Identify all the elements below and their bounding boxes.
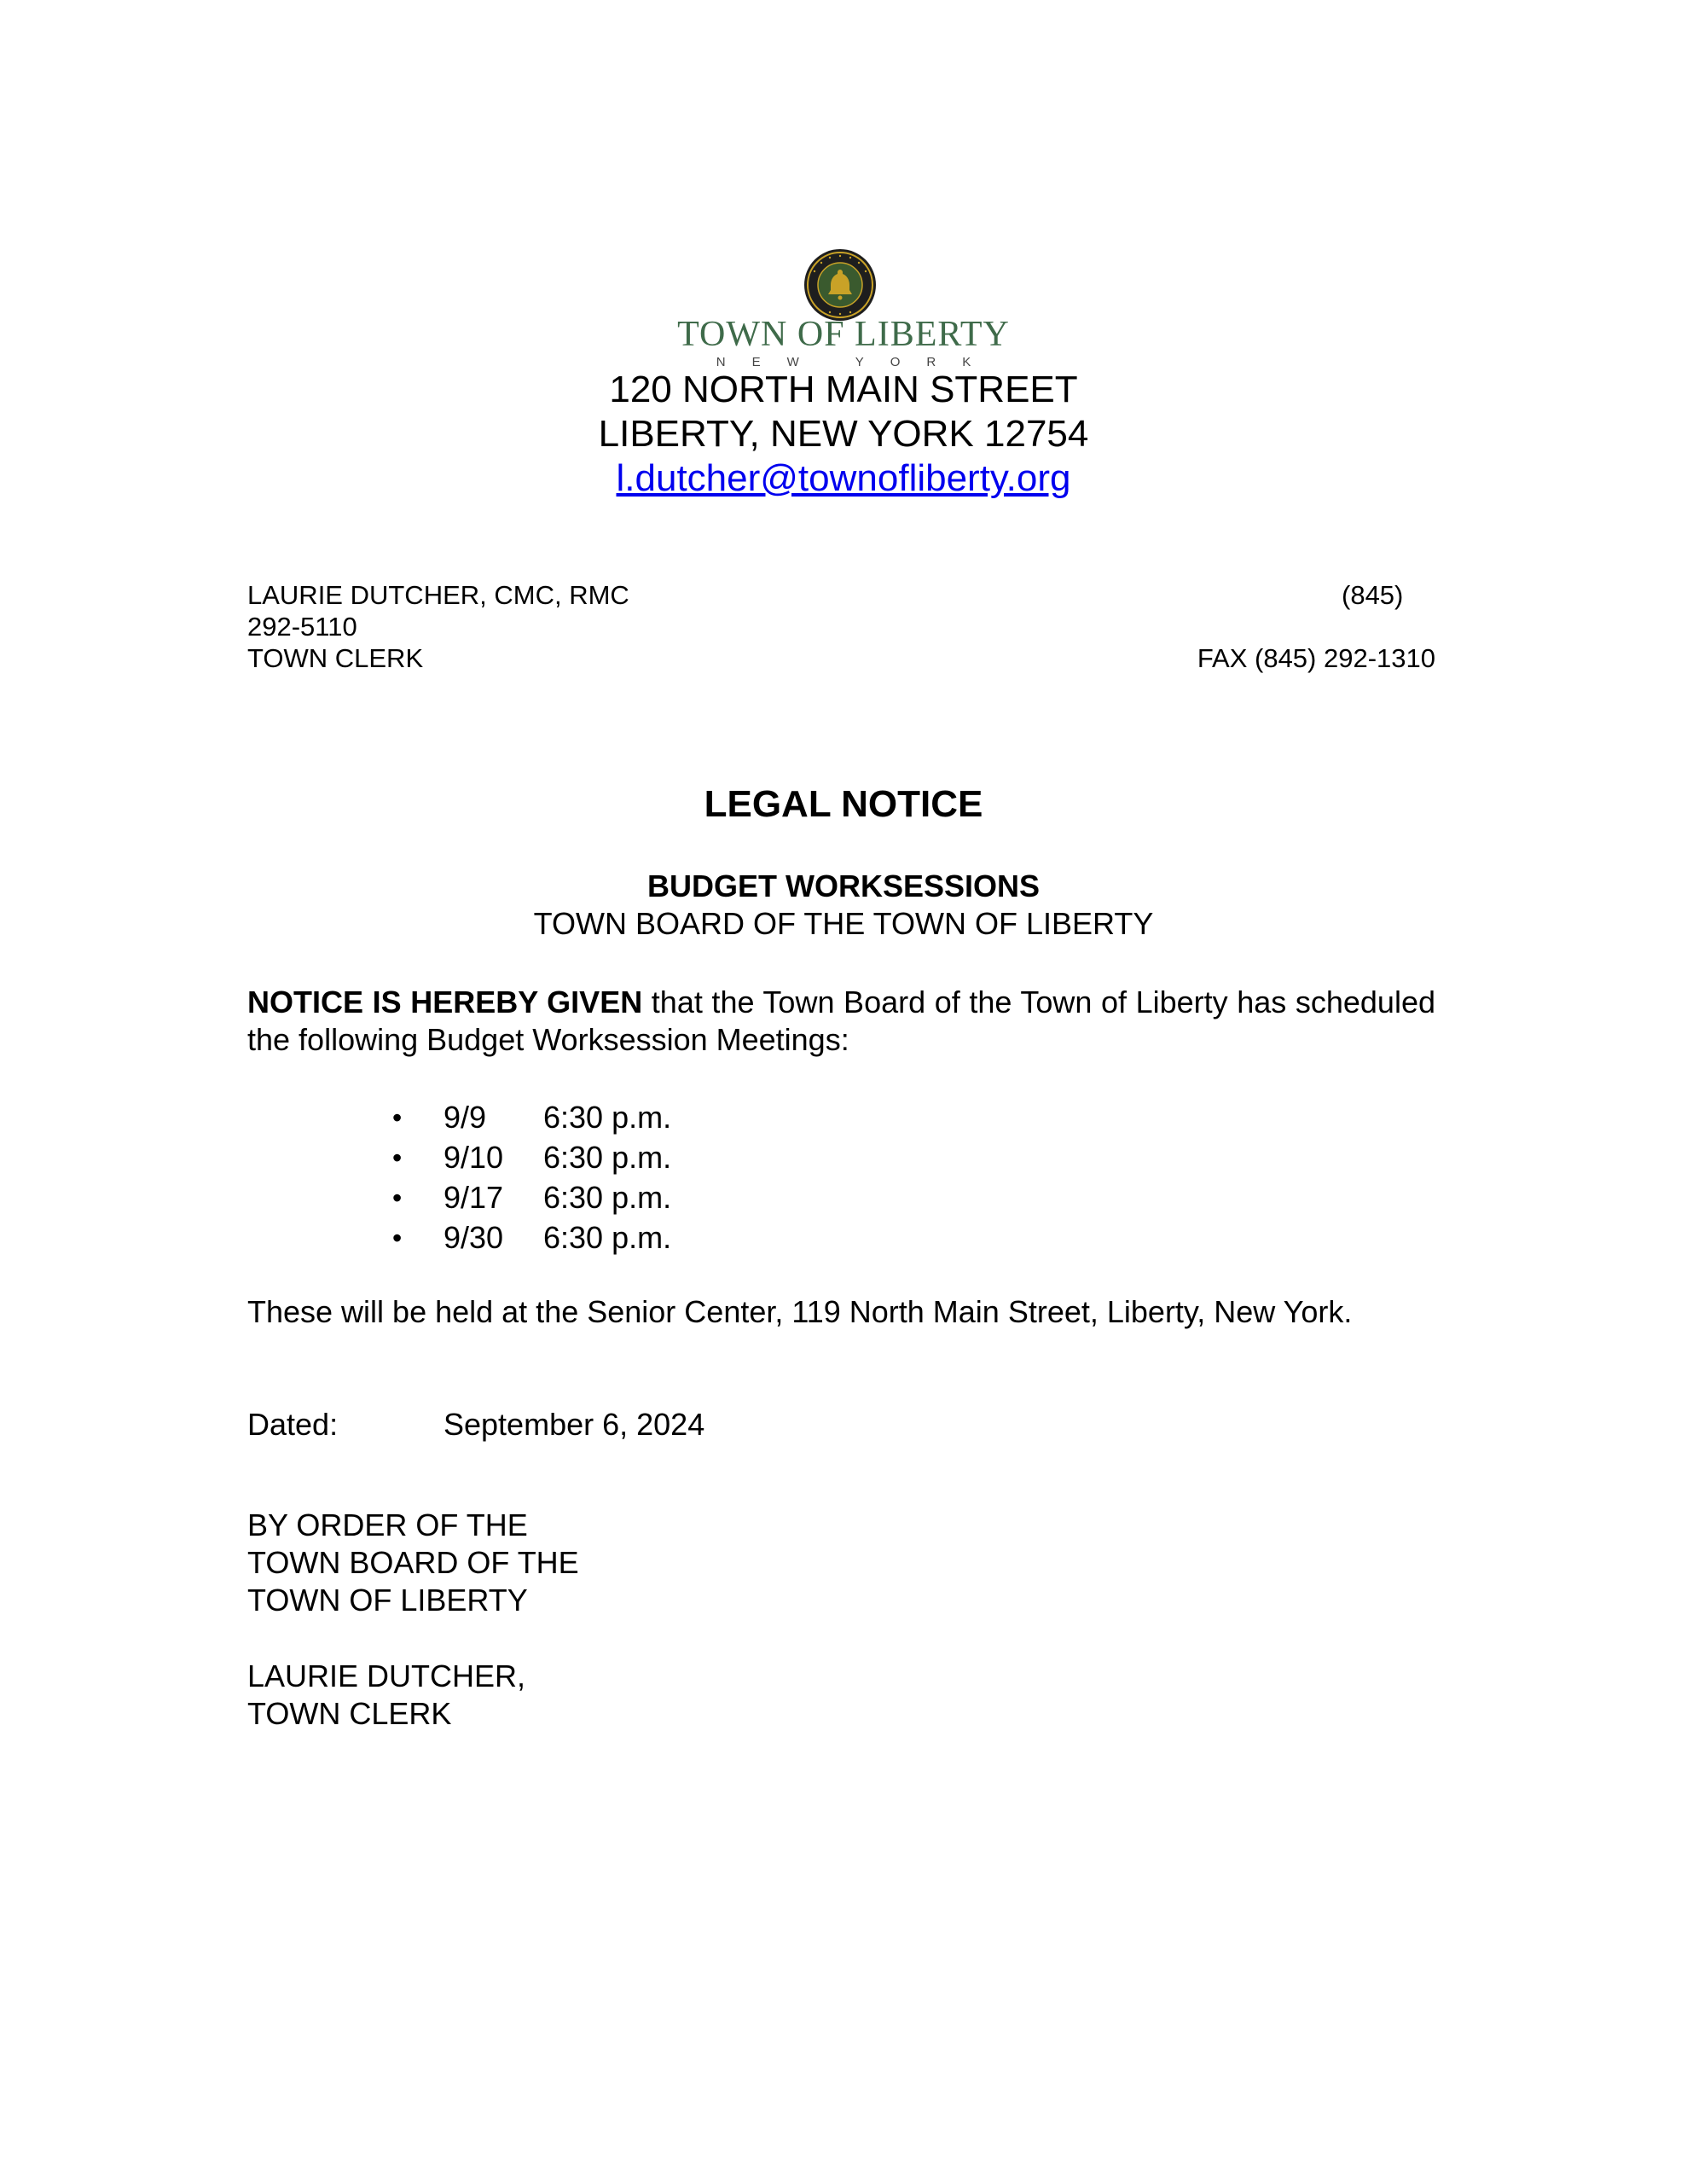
meeting-time: 6:30 p.m. (543, 1100, 672, 1135)
fax-number: FAX (845) 292-1310 (1197, 643, 1435, 673)
meeting-date: 9/9 (443, 1100, 487, 1135)
order-line-3: TOWN OF LIBERTY (247, 1583, 528, 1618)
email-line (0, 457, 1687, 500)
order-line-1: BY ORDER OF THE (247, 1507, 528, 1542)
dated-value: September 6, 2024 (443, 1407, 705, 1442)
street-address: 120 NORTH MAIN STREET (609, 369, 1078, 410)
meeting-time: 6:30 p.m. (543, 1140, 672, 1175)
bullet-icon: • (392, 1182, 403, 1213)
town-board-heading: TOWN BOARD OF THE TOWN OF LIBERTY (533, 906, 1154, 941)
bullet-icon: • (392, 1223, 403, 1253)
clerk-email-link[interactable]: l.dutcher@townofliberty.org (616, 457, 1071, 499)
meeting-date: 9/30 (443, 1220, 504, 1255)
town-state-wordmark: NEW YORK (716, 355, 998, 369)
phone-number: 292-5110 (247, 612, 357, 642)
notice-intro-paragraph (247, 984, 1435, 1059)
clerk-name-line: LAURIE DUTCHER, CMC, RMC (247, 580, 629, 610)
legal-notice-title: LEGAL NOTICE (704, 783, 983, 825)
clerk-title-line: TOWN CLERK (247, 643, 424, 673)
meeting-time: 6:30 p.m. (543, 1180, 672, 1215)
budget-worksessions-heading: BUDGET WORKSESSIONS (646, 868, 1041, 903)
meeting-date: 9/17 (443, 1180, 504, 1215)
bullet-icon: • (392, 1142, 403, 1173)
meeting-time: 6:30 p.m. (543, 1220, 672, 1255)
town-name-wordmark: TOWN OF LIBERTY (677, 315, 1010, 354)
dated-label: Dated: (247, 1407, 339, 1442)
notice-intro-text: that the Town Board of the Town of Liberty has scheduled the following Budget Worksession Meetings: (247, 985, 1435, 1057)
phone-area-code: (845) (1342, 580, 1404, 610)
signature-name: LAURIE DUTCHER, (247, 1658, 526, 1693)
bullet-icon: • (392, 1102, 403, 1133)
signature-title: TOWN CLERK (247, 1696, 452, 1731)
town-seal-logo (803, 248, 877, 322)
order-line-2: TOWN BOARD OF THE (247, 1545, 579, 1580)
city-address: LIBERTY, NEW YORK 12754 (598, 413, 1089, 455)
meeting-location-paragraph: These will be held at the Senior Center, 119 North Main Street, Liberty, New York. (247, 1294, 1353, 1329)
notice-intro-bold: NOTICE IS HEREBY GIVEN (247, 985, 643, 1019)
meeting-date: 9/10 (443, 1140, 504, 1175)
